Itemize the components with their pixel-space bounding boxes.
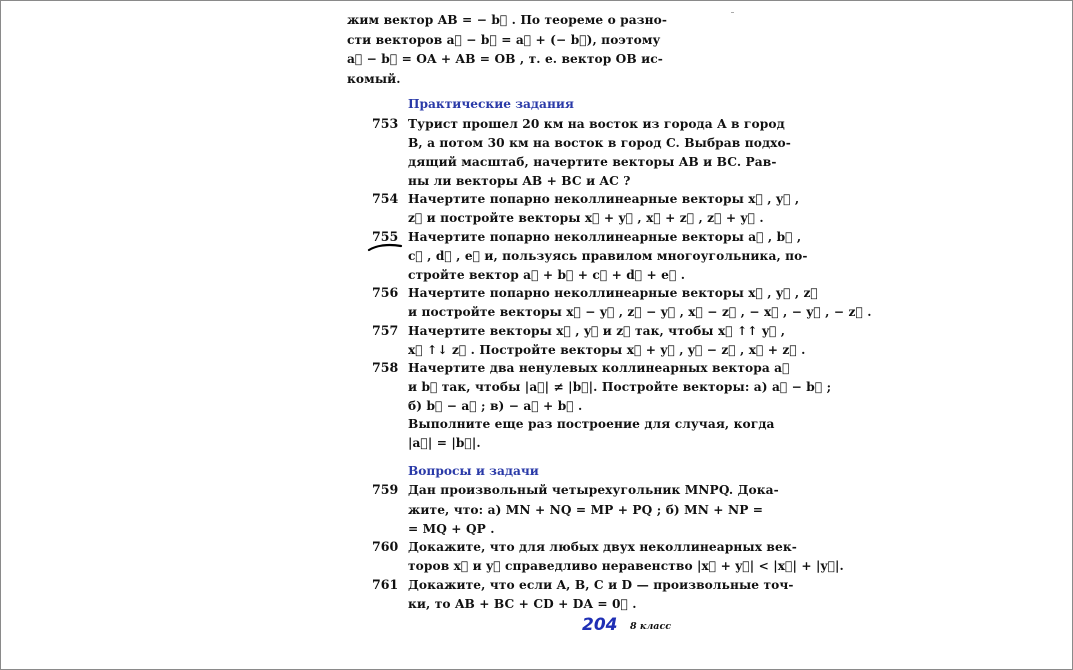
textbook-page (345, 6, 872, 646)
task-line: стройте вектор a⃗ + b⃗ + c⃗ + d⃗ + e⃗ . (408, 268, 686, 282)
task-line: дящий масштаб, начертите векторы AB и BC. Рав- (408, 155, 777, 169)
task-line: ны ли векторы AB + BC и AC ? (408, 174, 631, 188)
task-line: Выполните еще раз построение для случая, когда (408, 417, 775, 431)
intro-line: сти векторов a⃗ − b⃗ = a⃗ + (− b⃗), поэтому (347, 33, 661, 47)
task-number: 757 (372, 323, 399, 338)
task-line: c⃗ , d⃗ , e⃗ и, пользуясь правилом многоугольника, по- (408, 249, 808, 263)
task-line: x⃗ ↑↓ z⃗ . Постройте векторы x⃗ + y⃗ , y⃗ − z⃗ , x⃗ + z⃗ . (408, 343, 806, 357)
task-line: = MQ + QP . (408, 522, 495, 536)
section-heading-practical: Практические задания (408, 97, 574, 111)
intro-line: жим вектор AB = − b⃗ . По теореме о разно- (347, 13, 668, 27)
task-number: 756 (372, 285, 399, 300)
task-number: 761 (372, 577, 399, 592)
task-line: Дан произвольный четырехугольник MNPQ. Дока- (408, 483, 779, 497)
intro-line: комый. (347, 72, 401, 86)
section-heading-questions: Вопросы и задачи (408, 464, 539, 478)
intro-line: a⃗ − b⃗ = OA + AB = OB , т. е. вектор OB ис- (347, 52, 663, 66)
task-number: 755 (372, 229, 399, 244)
task-line: и b⃗ так, чтобы |a⃗| ≠ |b⃗|. Постройте векторы: а) a⃗ − b⃗ ; (408, 380, 832, 394)
task-number: 760 (372, 539, 399, 554)
task-line: Турист прошел 20 км на восток из города A в город (408, 117, 785, 131)
task-line: Начертите векторы x⃗ , y⃗ и z⃗ так, чтобы x⃗ ↑↑ y⃗ , (408, 324, 786, 338)
task-line: z⃗ и постройте векторы x⃗ + y⃗ , x⃗ + z⃗ , z⃗ + y⃗ . (408, 211, 764, 225)
task-line: Начертите попарно неколлинеарные векторы x⃗ , y⃗ , z⃗ (408, 286, 818, 300)
task-line: Докажите, что для любых двух неколлинеарных век- (408, 540, 797, 554)
task-line: жите, что: а) MN + NQ = MP + PQ ; б) MN + NP = (408, 503, 764, 517)
task-line: Начертите попарно неколлинеарные векторы x⃗ , y⃗ , (408, 192, 800, 206)
task-line: Начертите два ненулевых коллинеарных вектора a⃗ (408, 361, 790, 375)
task-number: 753 (372, 116, 399, 131)
handwritten-underline (367, 243, 403, 253)
task-line: б) b⃗ − a⃗ ; в) − a⃗ + b⃗ . (408, 399, 583, 413)
task-line: и постройте векторы x⃗ − y⃗ , z⃗ − y⃗ , x⃗ − z⃗ , − x⃗ , − y⃗ , − z⃗ . (408, 305, 872, 319)
task-number: 759 (372, 482, 399, 497)
task-number: 758 (372, 360, 399, 375)
task-line: B, а потом 30 км на восток в город C. Выбрав подхо- (408, 136, 791, 150)
task-line: ки, то AB + BC + CD + DA = 0⃗ . (408, 597, 637, 611)
page-number: 204 (582, 615, 618, 635)
task-line: Докажите, что если A, B, C и D — произвольные точ- (408, 578, 794, 592)
task-line: торов x⃗ и y⃗ справедливо неравенство |x⃗ + y⃗| < |x⃗| + |y⃗|. (408, 559, 844, 573)
task-line: Начертите попарно неколлинеарные векторы a⃗ , b⃗ , (408, 230, 802, 244)
grade-label: 8 класс (630, 621, 672, 632)
task-line: |a⃗| = |b⃗|. (408, 436, 481, 450)
task-number: 754 (372, 191, 399, 206)
